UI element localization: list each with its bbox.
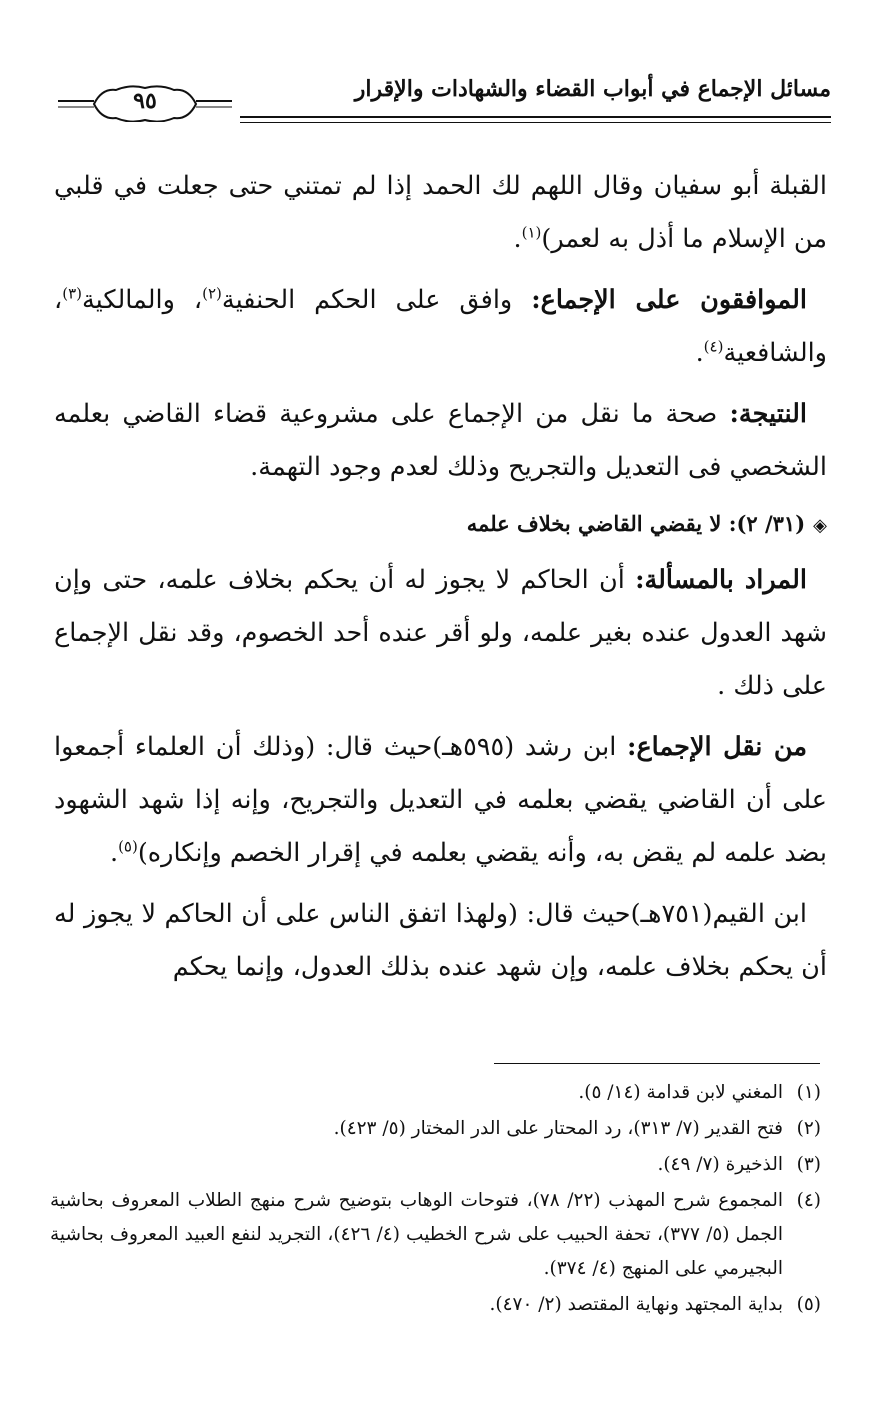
footnote-text: المجموع شرح المهذب (٢٢/ ٧٨)، فتوحات الوهاب بتوضيح شرح منهج الطلاب المعروف بحاشية الجمل (٥/ ٣٧٧)، تحفة الحبيب على شرح الخطيب (٤/ ٤٢٦)، التجريد لنفع العبيد المعروف بحاشية البجيرمي على المنهج (٤/ ٣٧٤). [50,1190,784,1279]
diamond-bullet-icon: ◈ [813,515,827,536]
result-text: صحة ما نقل من الإجماع على مشروعية قضاء القاضي بعلمه الشخصي فى التعديل والتجريح وذلك لعدم وجود التهمة. [54,399,827,482]
agreeing-text-2: ، والمالكية [82,285,203,315]
footnote-number: (٣) [796,1154,821,1175]
footnote-ref: (٤) [703,337,724,356]
paragraph-meaning [54,554,827,713]
footnote-ref: (٥) [118,837,138,856]
footnote [50,1288,821,1322]
footnote-text: بداية المجتهد ونهاية المقتصد (٢/ ٤٧٠). [489,1294,783,1315]
transmission-text: ابن رشد (٥٩٥هـ)حيث قال: (وذلك أن العلماء أجمعوا على أن القاضي يقضي بعلمه في التعديل والتجريح، وإنه إذا شهد الشهود بضد علمه لم يقض به، وأنه يقضي بعلمه في إقرار الخصم وإنكاره) [54,732,827,868]
page-header [50,70,831,132]
paragraph-ibn-qayyim [54,888,827,994]
ibn-qayyim-text: ابن القيم(٧٥١هـ)حيث قال: (ولهذا اتفق الناس على أن الحاكم لا يجوز له أن يحكم بخلاف علمه، وإن شهد عنده بذلك العدول، وإنما يحكم [54,899,827,982]
footnote-ref: (١) [521,223,542,242]
footnote [50,1076,821,1110]
issue-title: لا يقضي القاضي بخلاف علمه [466,511,729,536]
paragraph-result [54,388,827,494]
footnote-text: المغني لابن قدامة (١٤/ ٥). [578,1082,783,1103]
agreeing-text-3: ، والشافعية [54,285,827,368]
transmission-lead: من نقل الإجماع: [627,732,807,762]
header-rule [240,116,831,118]
footnote [50,1184,821,1286]
header-rule-thin [240,122,831,123]
footnote-number: (٥) [796,1294,821,1315]
page-number-badge [58,84,232,122]
footnote-divider [494,1063,820,1064]
main-text [54,160,827,1002]
footnote-text: فتح القدير (٧/ ٣١٣)، رد المحتار على الدر المختار (٥/ ٤٢٣). [333,1118,783,1139]
paragraph-text: القبلة أبو سفيان وقال اللهم لك الحمد إذا لم تمتني حتى جعلت في قلبي من الإسلام ما أذل به لعمر) [54,171,827,254]
transmission-tail: . [109,838,119,868]
footnote [50,1112,821,1146]
issue-heading [54,502,827,548]
footnote-text: الذخيرة (٧/ ٤٩). [657,1154,783,1175]
running-title: مسائل الإجماع في أبواب القضاء والشهادات والإقرار [354,76,831,102]
agreeing-text-1: وافق على الحكم الحنفية [221,285,532,315]
footnote-number: (٢) [796,1118,821,1139]
meaning-lead: المراد بالمسألة: [635,565,808,595]
paragraph-continuation [54,160,827,266]
page-number: ٩٥ [133,88,157,114]
footnote-ref: (٣) [62,284,83,303]
footnote-number: (١) [796,1082,821,1103]
footnote [50,1148,821,1182]
footnote-number: (٤) [796,1190,821,1211]
meaning-text: أن الحاكم لا يجوز له أن يحكم بخلاف علمه، حتى وإن شهد العدول عنده بغير علمه، ولو أقر عنده أحد الخصوم، وقد نقل الإجماع على ذلك . [54,565,827,701]
agreeing-lead: الموافقون على الإجماع: [531,285,807,315]
result-lead: النتيجة: [729,399,807,429]
footnotes [50,1076,821,1324]
issue-number: (٣١/ ٢): [728,511,806,536]
paragraph-agreeing [54,274,827,380]
paragraph-transmission [54,721,827,880]
paragraph-tail: . [513,224,522,254]
agreeing-text-4: . [695,338,704,368]
footnote-ref: (٢) [202,284,222,303]
